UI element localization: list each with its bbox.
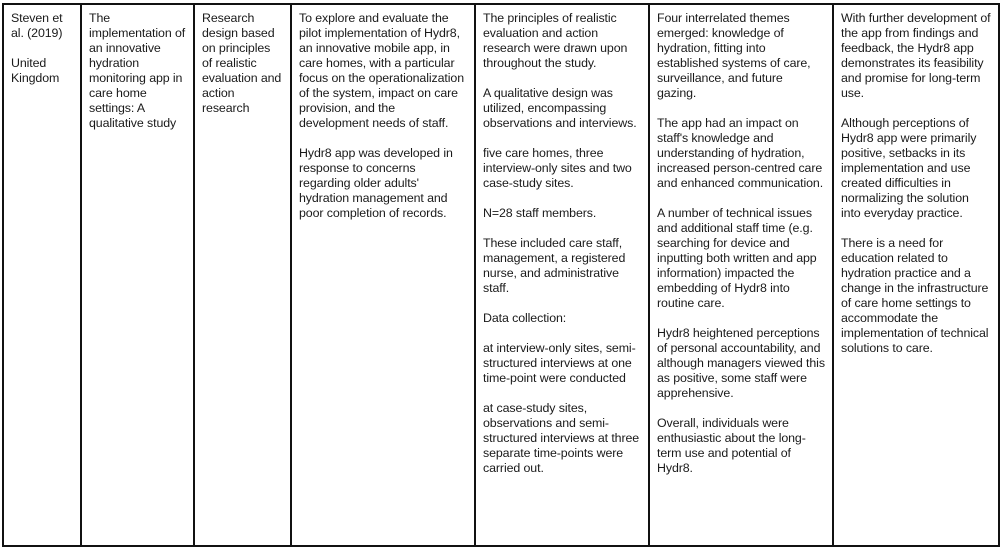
conclusions-paragraph: There is a need for education related to hydration practice and a change in the infrastructure of care home settings to accommodate the implementation of technical solutions to care. [841,236,989,355]
methods-paragraph: at case-study sites, observations and semi-structured interviews at three separate time-points were carried out. [483,401,640,475]
methods-paragraph: at interview-only sites, semi-structured interviews at one time-point were conducted [483,341,636,385]
methods-paragraph: five care homes, three interview-only sites and two case-study sites. [483,146,632,190]
conclusions-cell [833,4,999,546]
country: United Kingdom [11,56,60,85]
methods-cell [475,4,649,546]
methods-paragraph: Data collection: [483,311,567,325]
findings-paragraph: Hydr8 heightened perceptions of personal accountability, and although managers viewed this as positive, some staff were apprehensive. [657,326,825,400]
methods-paragraph: N=28 staff members. [483,206,597,220]
design-text: Research design based on principles of realistic evaluation and action research [202,11,282,115]
study-summary-table [2,3,1000,547]
methods-paragraph: These included care staff, management, a registered nurse, and administrative staff. [483,236,626,295]
table-row [3,4,999,546]
methods-paragraph: A qualitative design was utilized, encompassing observations and interviews. [483,86,637,130]
findings-paragraph: The app had an impact on staff's knowledge and understanding of hydration, increased person-centred care and enhanced communication. [657,116,824,190]
design-cell [194,4,291,546]
author-country-cell [3,4,81,546]
study-title: The implementation of an innovative hydration monitoring app in care home settings: A qualitative study [89,11,186,130]
aim-paragraph: Hydr8 app was developed in response to concerns regarding older adults' hydration management and poor completion of records. [299,146,453,220]
conclusions-paragraph: Although perceptions of Hydr8 app were primarily positive, setbacks in its implementation and use created difficulties in normalizing the solution into everyday practice. [841,116,977,220]
findings-paragraph: Overall, individuals were enthusiastic about the long-term use and potential of Hydr8. [657,416,806,475]
methods-paragraph: The principles of realistic evaluation and action research were drawn upon throughout the study. [483,11,628,70]
findings-cell [649,4,833,546]
study-title-cell [81,4,194,546]
conclusions-paragraph: With further development of the app from findings and feedback, the Hydr8 app demonstrates its feasibility and promise for long-term use. [841,11,991,100]
findings-paragraph: Four interrelated themes emerged: knowledge of hydration, fitting into established systems of care, surveillance, and future gazing. [657,11,811,100]
findings-paragraph: A number of technical issues and additional staff time (e.g. searching for device and inputting both written and app information) impacted the embedding of Hydr8 into routine care. [657,206,817,310]
author-year: Steven et al. (2019) [11,11,63,40]
aim-paragraph: To explore and evaluate the pilot implementation of Hydr8, an innovative mobile app, in care homes, with a particular focus on the operationalization of the system, impact on care provision, and the development needs of staff. [299,11,464,130]
aim-cell [291,4,475,546]
